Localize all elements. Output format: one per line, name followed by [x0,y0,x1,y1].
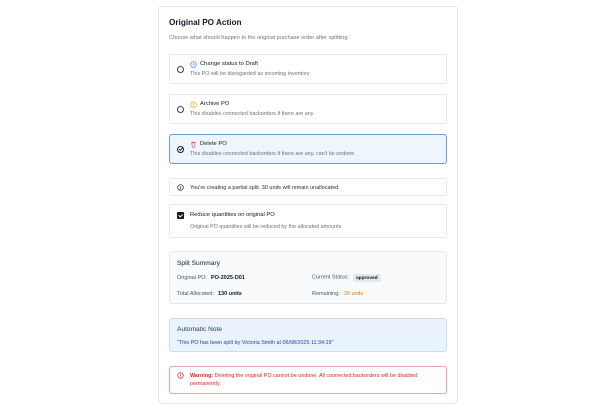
total-allocated-label: Total Allocated: [177,291,214,297]
warning-text [190,372,442,389]
info-text: You're creating a partial split. 30 units will remain unallocated. [190,184,340,191]
partial-split-info [169,178,447,196]
warning-label: Warning: [190,372,214,379]
reduce-quantities-option[interactable] [169,204,447,238]
reduce-quantities-label: Reduce quantities on original PO [190,212,275,218]
automatic-note [169,318,447,352]
warning-icon [177,372,184,379]
original-po-value: PO-2025-D01 [210,275,245,281]
status-badge: approved [353,274,381,282]
option-change-to-draft[interactable] [169,54,447,84]
remaining-row [312,291,363,297]
option-description: This disables connected backorders if there are any [190,111,314,117]
draft-clock-icon [190,61,197,68]
option-delete-po[interactable] [169,134,447,164]
radio-button-checked[interactable] [177,146,184,153]
panel-title: Original PO Action [169,18,242,27]
option-title: Archive PO [200,101,230,107]
option-description: This PO will be disregarded as incoming inventory [190,71,310,77]
current-status-row [312,274,381,282]
total-allocated-value: 130 units [218,291,242,297]
reduce-quantities-checkbox[interactable] [177,212,184,219]
radio-button[interactable] [177,66,184,73]
automatic-note-text: "This PO has been split by Victoria Smith at 06/08/2025 11:34:19" [177,340,334,346]
trash-icon [190,141,197,148]
warning-message: Deleting the original PO cannot be undone. All connected backorders will be disabled permanently. [190,372,418,387]
info-icon [177,184,184,191]
delete-warning [169,366,447,394]
reduce-quantities-description: Original PO quantities will be reduced by the allocated amounts [190,224,342,230]
original-po-action-panel [158,6,458,404]
option-title: Change status to Draft [200,61,259,67]
panel-subtitle: Choose what should happen to the original purchase order after splitting. [169,35,350,41]
radio-button[interactable] [177,106,184,113]
option-description: This disables connected backorders if there are any, can't be undone [190,151,355,157]
current-status-label: Current Status: [312,274,349,281]
split-summary-title: Split Summary [177,260,220,267]
archive-icon [190,101,197,108]
remaining-label: Remaining: [312,291,340,297]
split-summary [169,251,447,304]
option-title: Delete PO [200,141,227,147]
original-po-row [177,275,245,281]
total-allocated-row [177,291,242,297]
remaining-value: 30 units [343,291,364,297]
automatic-note-title: Automatic Note [177,326,223,333]
option-archive-po[interactable] [169,94,447,124]
original-po-label: Original PO: [177,275,207,281]
